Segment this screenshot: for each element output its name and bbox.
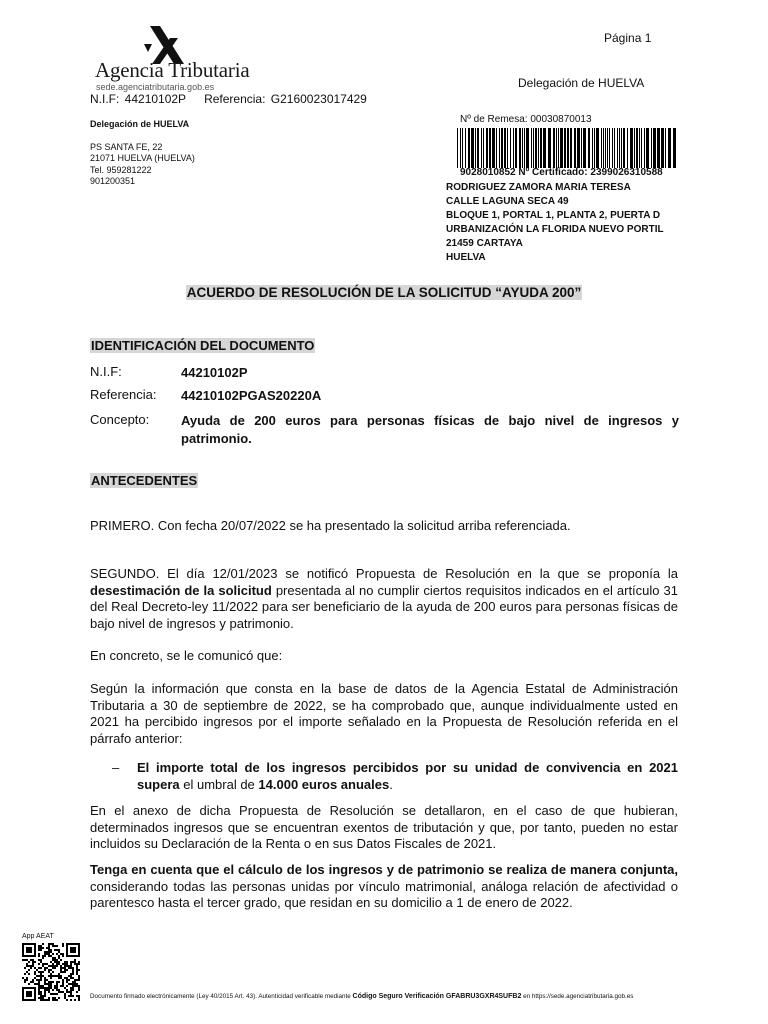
sender-phone: Tel. 959281222	[90, 164, 152, 175]
footer-signature: Documento firmado electrónicamente (Ley 40/2015 Art. 43). Autenticidad verificable mediante Código Seguro Verificación GFABRU3GXR4SUFB2 en https://sede.agenciatributaria.gob.es	[90, 993, 634, 1000]
tenga-bold: Tenga en cuenta que el cálculo de los ingresos y de patrimonio se realiza de manera conjunta,	[90, 862, 678, 877]
concept-value: Ayuda de 200 euros para personas físicas de bajo nivel de ingresos y patrimonio.	[181, 413, 679, 446]
sender-street: PS SANTA FE, 22	[90, 141, 163, 152]
bullet-item: – El importe total de los ingresos percibidos por su unidad de convivencia en 2021 supera el umbral de 14.000 euros anuales.	[112, 760, 678, 792]
delegation-header: Delegación de HUELVA	[518, 76, 645, 90]
qr-code-icon	[22, 943, 80, 1001]
barcode-icon	[456, 128, 678, 168]
paragraph-segundo: SEGUNDO. El día 12/01/2023 se notificó Propuesta de Resolución en la que se proponía la desestimación de la solicitud presentada al no cumplir ciertos requisitos indicados en el artículo 31 del Real Decreto-ley 11/2022 para ser beneficiario de la ayuda de 200 euros para personas físicas de bajo nivel de ingresos y patrimonio.	[90, 566, 678, 631]
paragraph-segun: Según la información que consta en la base de datos de la Agencia Estatal de Administración Tributaria a 30 de septiembre de 2022, se ha comprobado que, aunque individualmente usted en 2021 ha percibido ingresos por el importe señalado en la Propuesta de Resolución referida en el párrafo anterior:	[90, 681, 678, 746]
logo-url: sede.agenciatributaria.gob.es	[96, 82, 215, 92]
reference-label: Referencia:	[90, 387, 157, 402]
paragraph-anexo: En el anexo de dicha Propuesta de Resolución se detallaron, en el caso de que hubieran, determinados ingresos que se encuentran exentos de tributación y que, por tanto, pueden no estar incluidos su Declaración de la Renta o en sus Datos Fiscales de 2021.	[90, 803, 678, 851]
nif-reference-line	[90, 92, 385, 106]
sender-address	[90, 119, 195, 188]
recipient-line: URBANIZACIÓN LA FLORIDA NUEVO PORTIL	[446, 224, 664, 235]
header-nif: N.I.F: 44210102P	[90, 92, 187, 106]
recipient-address	[446, 181, 664, 265]
identification-heading: IDENTIFICACIÓN DEL DOCUMENTO	[91, 338, 315, 353]
recipient-line: CALLE LAGUNA SECA 49	[446, 196, 569, 207]
app-aeat-label: App AEAT	[22, 933, 54, 940]
recipient-line: 21459 CARTAYA	[446, 238, 523, 249]
nif-label: N.I.F:	[90, 364, 122, 379]
document-title: ACUERDO DE RESOLUCIÓN DE LA SOLICITUD “AYUDA 200”	[186, 285, 582, 300]
recipient-line: HUELVA	[446, 252, 486, 263]
logo-name: Agencia Tributaria	[95, 58, 250, 82]
remesa-number: Nº de Remesa: 00030870013	[460, 114, 592, 125]
antecedentes-heading: ANTECEDENTES	[91, 473, 198, 488]
nif-value: 44210102P	[181, 365, 248, 380]
recipient-line: RODRIGUEZ ZAMORA MARIA TERESA	[446, 182, 631, 193]
bullet-dash: –	[112, 760, 120, 775]
paragraph-en-concreto: En concreto, se le comunicó que:	[90, 648, 283, 663]
segundo-bold: desestimación de la solicitud	[90, 582, 272, 598]
sender-fax: 901200351	[90, 176, 136, 186]
paragraph-tenga: Tenga en cuenta que el cálculo de los ingresos y de patrimonio se realiza de manera conjunta, considerando todas las personas unidas por vínculo matrimonial, análoga relación de afectividad o parentesco hasta el tercer grado, que residan en su domicilio a 1 de enero de 2022.	[90, 862, 678, 910]
paragraph-primero: PRIMERO. Con fecha 20/07/2022 se ha presentado la solicitud arriba referenciada.	[90, 518, 571, 533]
recipient-line: BLOQUE 1, PORTAL 1, PLANTA 2, PUERTA D	[446, 210, 661, 221]
sender-city: 21071 HUELVA (HUELVA)	[90, 153, 195, 163]
header-reference: Referencia: G2160023017429	[204, 92, 367, 106]
csv-code: Código Seguro Verificación GFABRU3GXR4SUFB2	[352, 993, 522, 1000]
concept-label: Concepto:	[90, 412, 150, 427]
sender-office: Delegación de HUELVA	[90, 119, 190, 129]
reference-value: 44210102PGAS20220A	[181, 388, 322, 403]
page-number: Página 1	[604, 31, 652, 45]
barcode-text: 9028010852 Nº Certificado: 2399026310588	[460, 167, 663, 178]
